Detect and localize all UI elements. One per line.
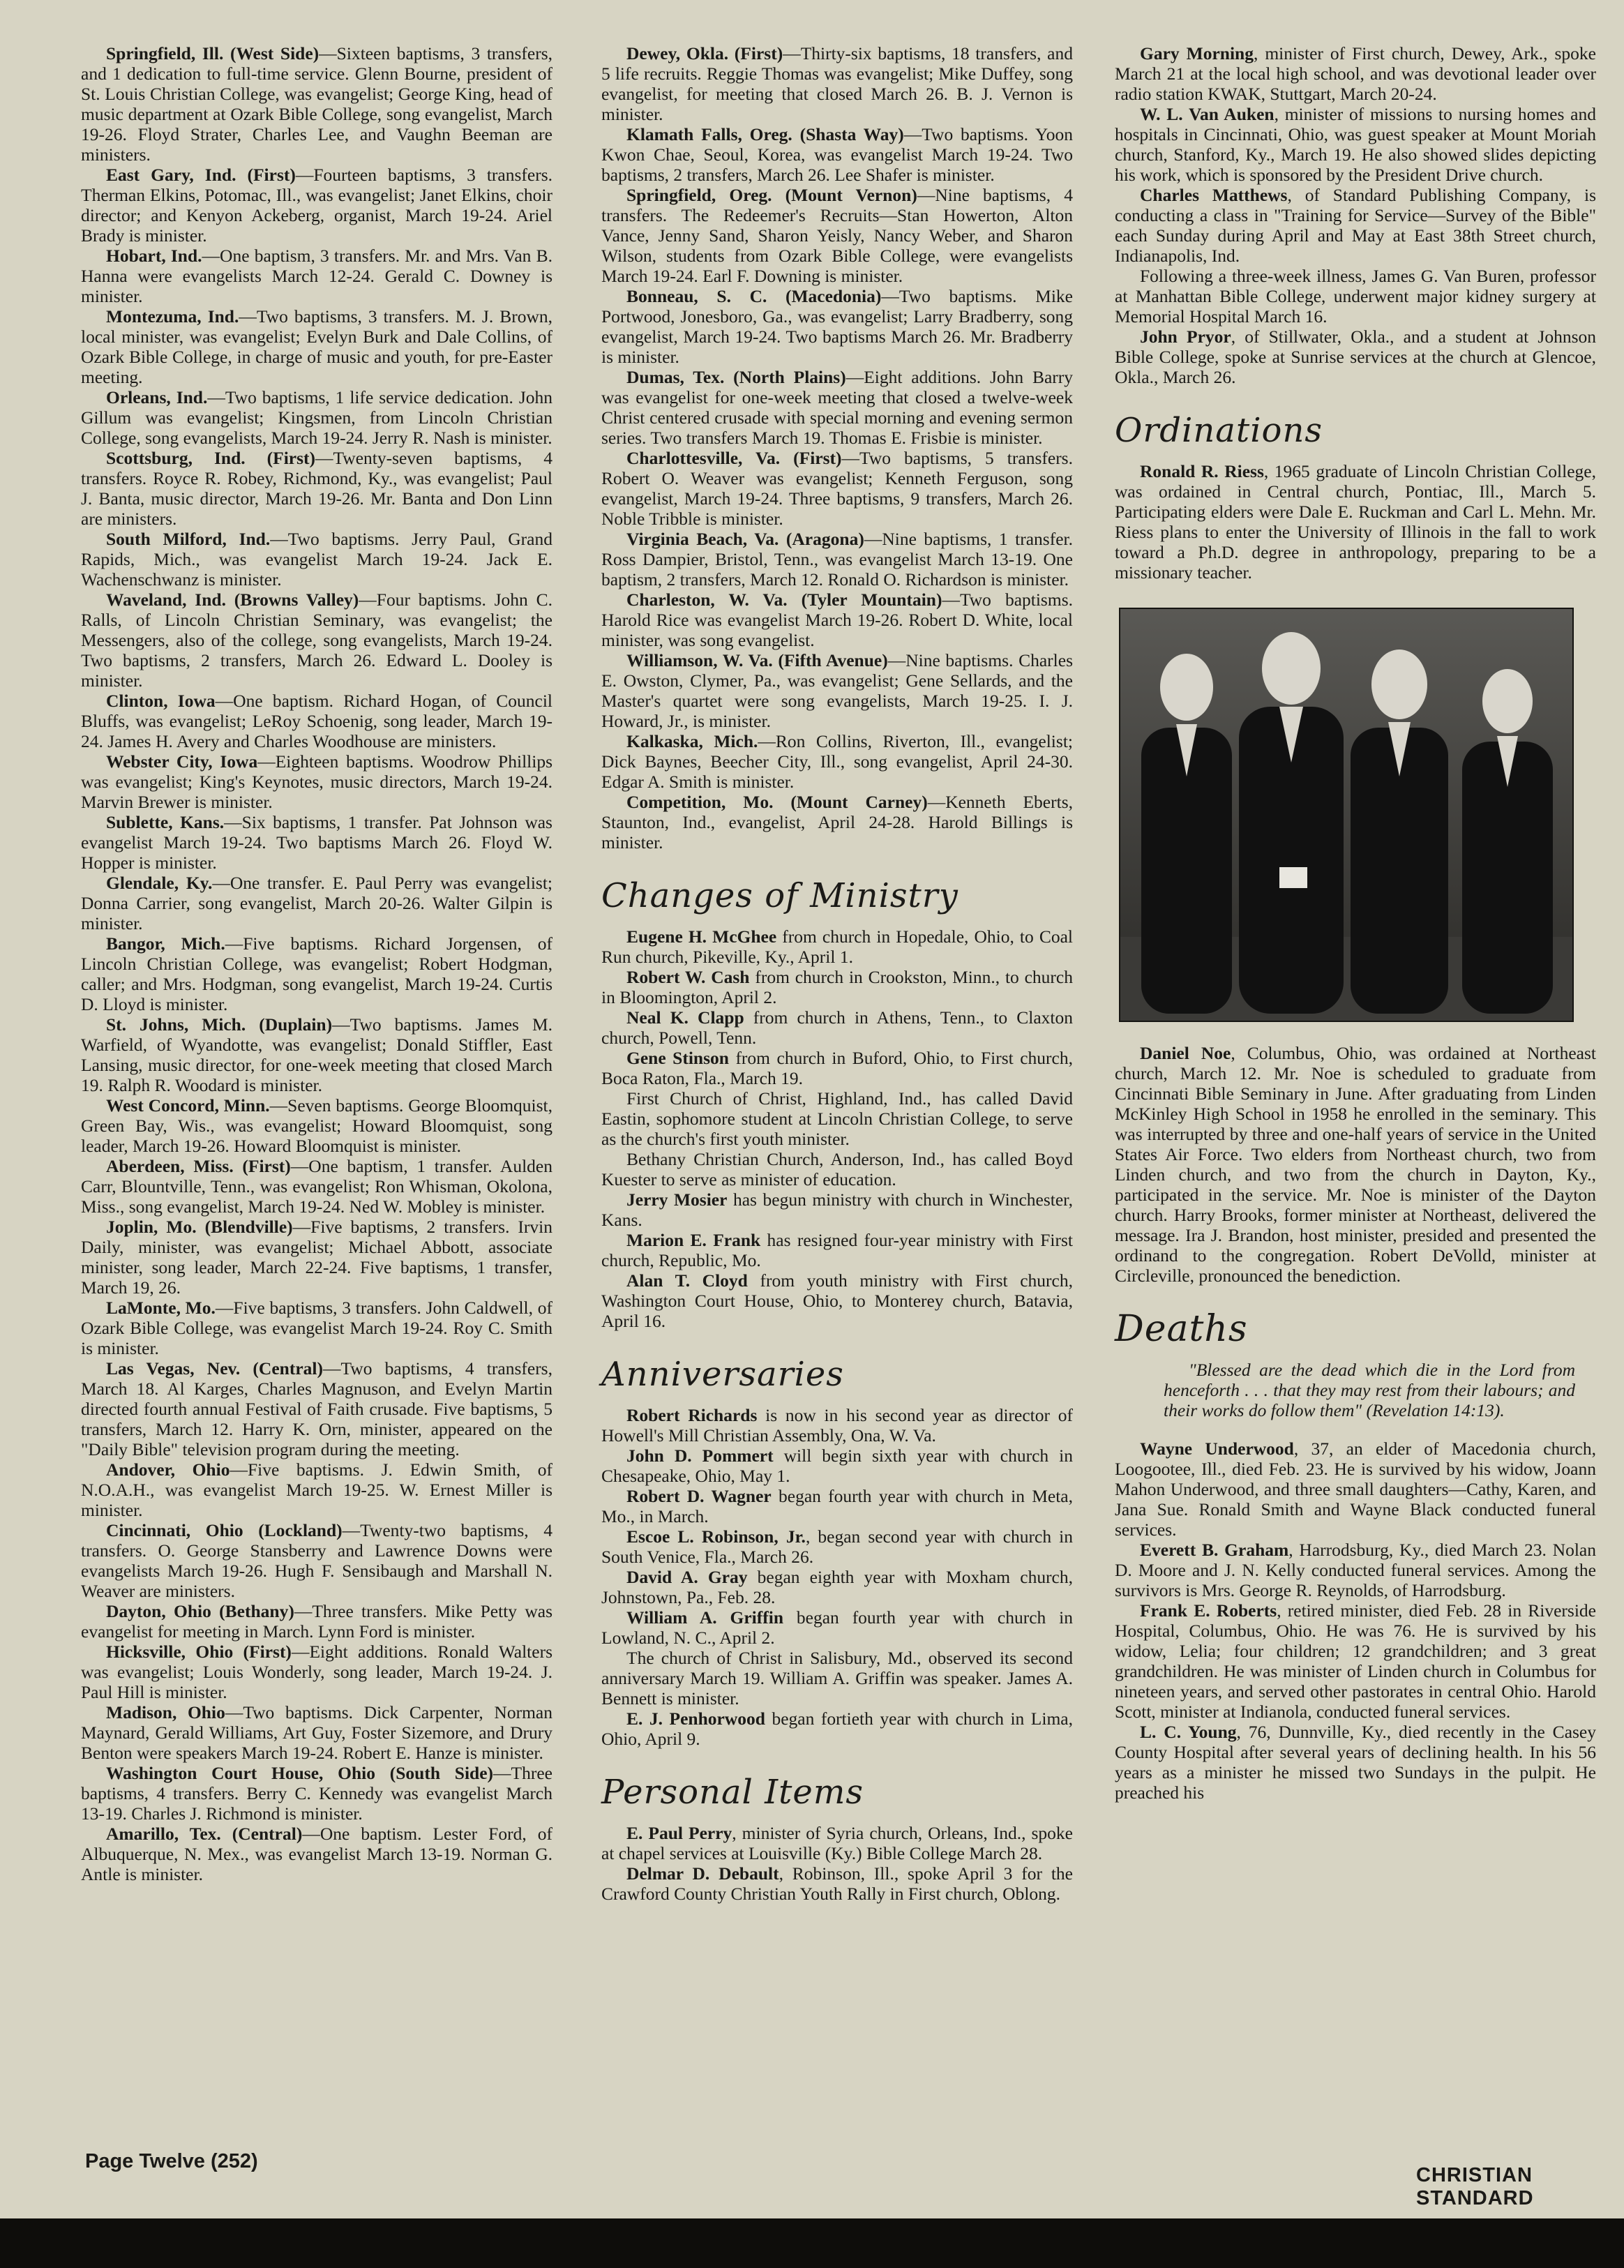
report-entry bbox=[81, 1459, 552, 1520]
personal-item-entry bbox=[1115, 266, 1596, 326]
report-entry-text: —Kenneth Eberts, Staunton, Ind., evangelist, April 24-28. Harold Billings is minister. bbox=[601, 792, 1074, 853]
report-entry-text: —Eighteen baptisms. Woodrow Phillips was evangelist; King's Keynotes, music directors, March 19-24. Marvin Brewer is minister. bbox=[81, 751, 552, 812]
report-entry bbox=[81, 589, 552, 691]
report-entry-lead: Las Vegas, Nev. (Central) bbox=[106, 1358, 323, 1379]
report-entry-text: —Five baptisms, 2 transfers. Irvin Daily, minister, was evangelist; Michael Abbott, associate minister, song leader, March 22-24. Five baptisms, 1 transfer, March 19, 26. bbox=[81, 1217, 552, 1298]
personal-item-entry-text: , minister of First church, Dewey, Ark., spoke March 21 at the local high school, and was devotional leader over radio station KWAK, Stuttgart, March 20-24. bbox=[1115, 43, 1596, 104]
personal-item-entry bbox=[1115, 43, 1596, 104]
anniversary-entry-text: began fourth year with church in Meta, Mo., in March. bbox=[601, 1486, 1073, 1526]
report-entry-text: —Two baptisms, 5 transfers. Robert O. Weaver was evangelist; Kenneth Ferguson, song evangelist, March 19-24. Three baptisms, 9 transfers, March 26. Noble Tribble is minister. bbox=[601, 448, 1073, 529]
report-entry bbox=[601, 124, 1073, 185]
report-entry-lead: Bangor, Mich. bbox=[106, 933, 225, 954]
ordination-entry-text: , 1965 graduate of Lincoln Christian College, was ordained in Central church, Pontiac, Ill., March 5. Participating elders were Dale E. Ruckman and Carl L. Mehn. Mr. Riess plans to enter the University of Illinois in the fall to work toward a Ph.D. degree in anthropology, preparing to be a missionary teacher. bbox=[1115, 461, 1596, 583]
publication-name: CHRISTIAN STANDARD bbox=[1416, 2164, 1534, 2209]
report-entry-lead: Charlottesville, Va. (First) bbox=[626, 448, 842, 468]
report-entry-lead: LaMonte, Mo. bbox=[106, 1298, 216, 1318]
anniversary-entry-lead: Robert D. Wagner bbox=[626, 1486, 772, 1506]
personal-item-entry-text: Following a three-week illness, James G. Van Buren, professor at Manhattan Bible College, underwent major kidney surgery at Memorial Hospital March 16. bbox=[1115, 266, 1596, 326]
personal-item-entry-text: , Robinson, Ill., spoke April 3 for the Crawford County Christian Youth Rally in First church, Oblong. bbox=[601, 1863, 1073, 1904]
report-entry bbox=[81, 1520, 552, 1601]
report-entry-text: —Five baptisms. Richard Jorgensen, of Lincoln Christian College, was evangelist; Robert Hodgman, caller; and Mrs. Hodgman, song evangelist, March 19-24. Curtis D. Lloyd is minister. bbox=[81, 933, 552, 1014]
ministry-change-entry-lead: Marion E. Frank bbox=[626, 1230, 761, 1250]
ministry-change-entry-lead: Jerry Mosier bbox=[626, 1189, 728, 1210]
section-heading-anniversaries: Anniversaries bbox=[601, 1355, 844, 1394]
column-left bbox=[81, 43, 552, 1884]
death-notice-entry-text: , retired minister, died Feb. 28 in Riverside Hospital, Columbus, Ohio. He was 76. He is survived by his widow, Lelia; four children; 12 grandchildren; and 3 great grandchildren. He was minister of Linden church in Columbus for nineteen years, and served other pastorates in central Ohio. Harold Scott, minister at Indianola, conducted funeral services. bbox=[1115, 1600, 1596, 1722]
report-entry-text: —Two baptisms. Yoon Kwon Chae, Seoul, Korea, was evangelist March 19-24. Two baptisms, 2 transfers, March 26. Lee Shafer is minister. bbox=[601, 124, 1073, 185]
report-entry-text: —Twenty-two baptisms, 4 transfers. O. George Stansberry and Lawrence Downs were evangelists March 19-26. Hugh F. Sensibaugh and Marshall N. Weaver are ministers. bbox=[81, 1520, 552, 1601]
column-right bbox=[1115, 43, 1596, 1803]
report-entry-lead: Williamson, W. Va. (Fifth Avenue) bbox=[626, 650, 888, 670]
report-entry-text: —Fourteen baptisms, 3 transfers. Therman Elkins, Potomac, Ill., was evangelist; Janet Elkins, choir director; and Kenyon Ackeberg, organist, March 19-24. Ariel Brady is minister. bbox=[81, 165, 552, 246]
personal-items-list bbox=[601, 1823, 1073, 1904]
report-entry bbox=[81, 306, 552, 387]
ministry-change-entry bbox=[601, 1189, 1073, 1230]
report-entry-lead: Sublette, Kans. bbox=[106, 812, 225, 832]
report-entry bbox=[81, 751, 552, 812]
personal-items-continued-list bbox=[1115, 43, 1596, 387]
report-entry bbox=[601, 529, 1073, 589]
report-entry-lead: Springfield, Oreg. (Mount Vernon) bbox=[626, 185, 917, 205]
report-entry-text: —Two baptisms, 4 transfers, March 18. Al Karges, Charles Magnuson, and Evelyn Martin directed fourth annual Festival of Faith crusade. Five baptisms, 5 transfers, March 12. Harry K. Orn, minister, appeared on the "Daily Bible" television program during the meeting. bbox=[81, 1358, 552, 1459]
page-number-label: Page Twelve (252) bbox=[85, 2150, 258, 2172]
anniversary-entry-lead: David A. Gray bbox=[626, 1567, 748, 1587]
report-entry-text: —Two baptisms. Dick Carpenter, Norman Maynard, Gerald Williams, Art Guy, Foster Sizemore, and Drury Benton were speakers March 19-24. Robert E. Hanze is minister. bbox=[81, 1702, 552, 1763]
ministry-change-entry bbox=[601, 1270, 1073, 1331]
report-entry bbox=[81, 873, 552, 933]
report-entry-text: —Eight additions. John Barry was evangelist for one-week meeting that closed a twelve-week Christ centered crusade with special morning and evening sermon series. Two transfers March 19. Thomas E. Frisbie is minister. bbox=[601, 367, 1073, 448]
report-entry-lead: Joplin, Mo. (Blendville) bbox=[106, 1217, 293, 1237]
report-entry-text: —Four baptisms. John C. Ralls, of Lincoln Christian Seminary, was evangelist; the Messengers, also of the college, song evangelists, March 19-24. Two baptisms, 2 transfers, March 26. Edward L. Dooley is minister. bbox=[81, 589, 552, 691]
report-entry-text: —Ron Collins, Riverton, Ill., evangelist; Dick Baynes, Beecher City, Ill., song evangelist, April 24-30. Edgar A. Smith is minister. bbox=[601, 731, 1073, 792]
report-entry-lead: Hicksville, Ohio (First) bbox=[106, 1642, 292, 1662]
ministry-change-entry-lead: Eugene H. McGhee bbox=[626, 926, 777, 947]
anniversary-entry-text: will begin sixth year with church in Chesapeake, Ohio, May 1. bbox=[601, 1445, 1073, 1486]
report-entry-text: —Six baptisms, 1 transfer. Pat Johnson was evangelist March 19-24. Two baptisms March 26. Floyd W. Hopper is minister. bbox=[81, 812, 552, 873]
ministry-change-entry-text: has begun ministry with church in Winchester, Kans. bbox=[601, 1189, 1073, 1230]
personal-item-entry-lead: Gary Morning bbox=[1140, 43, 1254, 63]
ministry-change-entry-text: First Church of Christ, Highland, Ind., has called David Eastin, sophomore student at Lincoln Christian College, to serve as the church's first youth minister. bbox=[601, 1088, 1073, 1149]
report-entry bbox=[81, 933, 552, 1014]
ministry-change-entry bbox=[601, 926, 1073, 967]
report-entry bbox=[81, 448, 552, 529]
ministry-change-entry-lead: Neal K. Clapp bbox=[626, 1007, 744, 1028]
report-entry-text: —Thirty-six baptisms, 18 transfers, and 5 life recruits. Reggie Thomas was evangelist; Mike Duffey, song evangelist, for meeting that closed March 26. B. J. Vernon is minister. bbox=[601, 43, 1073, 124]
report-entry-text: —Three transfers. Mike Petty was evangelist for meeting in March. Lynn Ford is minister. bbox=[81, 1601, 552, 1642]
anniversary-entry-text: began fourth year with church in Lowland, N. C., April 2. bbox=[601, 1607, 1073, 1648]
report-entry bbox=[601, 731, 1073, 792]
report-entry-lead: Dayton, Ohio (Bethany) bbox=[106, 1601, 294, 1621]
report-entry bbox=[81, 387, 552, 448]
report-entry bbox=[601, 589, 1073, 650]
report-entry-text: —Nine baptisms. Charles E. Owston, Clymer, Pa., was evangelist; Gene Sellards, and the Master's quartet were song evangelists, March 19-25. I. J. Howard, Jr., is minister. bbox=[601, 650, 1073, 731]
anniversary-entry bbox=[601, 1405, 1073, 1445]
report-entry bbox=[81, 165, 552, 246]
report-entry-text: —Two baptisms. Harold Rice was evangelist March 19-26. Robert D. White, local minister, was song evangelist. bbox=[601, 589, 1073, 650]
ministry-change-entry bbox=[601, 1230, 1073, 1270]
personal-item-entry bbox=[1115, 326, 1596, 387]
personal-item-entry bbox=[601, 1823, 1073, 1863]
ministry-change-entry bbox=[601, 1088, 1073, 1149]
report-entry-lead: Andover, Ohio bbox=[106, 1459, 230, 1480]
report-entry bbox=[81, 1095, 552, 1156]
death-notice-entry-lead: Wayne Underwood bbox=[1140, 1439, 1294, 1459]
ministry-change-entry-text: Bethany Christian Church, Anderson, Ind., has called Boyd Kuester to serve as minister of education. bbox=[601, 1149, 1073, 1189]
report-entry bbox=[601, 367, 1073, 448]
anniversary-entry bbox=[601, 1486, 1073, 1526]
report-entry bbox=[601, 185, 1073, 286]
group-photo-illustration bbox=[1120, 609, 1572, 1021]
personal-item-entry-text: , minister of Syria church, Orleans, Ind., spoke at chapel services at Louisville (Ky.) Bible College March 28. bbox=[601, 1823, 1073, 1863]
report-entry-lead: Competition, Mo. (Mount Carney) bbox=[626, 792, 928, 812]
ministry-change-entry-lead: Gene Stinson bbox=[626, 1048, 729, 1068]
section-heading-ordinations: Ordinations bbox=[1115, 411, 1323, 450]
report-entry bbox=[81, 1014, 552, 1095]
report-entry-lead: Washington Court House, Ohio (South Side) bbox=[106, 1763, 494, 1783]
report-entry-text: —Five baptisms. J. Edwin Smith, of N.O.A.H., was evangelist March 19-25. W. Ernest Miller is minister. bbox=[81, 1459, 552, 1520]
anniversary-entry bbox=[601, 1445, 1073, 1486]
anniversary-entry-text: began fortieth year with church in Lima, Ohio, April 9. bbox=[601, 1708, 1073, 1749]
report-entry-lead: Dewey, Okla. (First) bbox=[626, 43, 783, 63]
personal-item-entry-lead: E. Paul Perry bbox=[626, 1823, 732, 1843]
report-entry bbox=[81, 812, 552, 873]
ordination-entry bbox=[1115, 1043, 1596, 1286]
report-entry-text: —Nine baptisms, 4 transfers. The Redeemer's Recruits—Stan Howerton, Alton Vance, Jenny Sand, Sharon Yeisly, Nancy Weber, and Sharon Wilson, students from Ozark Bible College, were evangelists March 19-24. Earl F. Downing is minister. bbox=[601, 185, 1074, 286]
ministry-change-entry bbox=[601, 1048, 1073, 1088]
report-entry-text: —One transfer. E. Paul Perry was evangelist; Donna Carrier, song evangelist, March 20-26. Walter Gilpin is minister. bbox=[81, 873, 552, 933]
anniversary-entry bbox=[601, 1648, 1073, 1708]
personal-item-entry-lead: Delmar D. Debault bbox=[626, 1863, 779, 1884]
report-entry-lead: Springfield, Ill. (West Side) bbox=[106, 43, 319, 63]
column-middle bbox=[601, 43, 1073, 1904]
ordinations-list bbox=[1115, 461, 1596, 583]
ministry-change-entry-text: from youth ministry with First church, Washington Court House, Ohio, to Monterey church, Batavia, April 16. bbox=[601, 1270, 1073, 1331]
report-entry bbox=[81, 1358, 552, 1459]
death-notice-entry-text: , Harrodsburg, Ky., died March 23. Nolan D. Moore and J. N. Kelly conducted funeral services. Among the survivors is Mrs. George R. Reynolds, of Harrodsburg. bbox=[1115, 1540, 1596, 1600]
anniversary-entry-lead: John D. Pommert bbox=[626, 1445, 774, 1466]
report-entry-lead: Orleans, Ind. bbox=[106, 387, 208, 407]
report-entry-lead: Dumas, Tex. (North Plains) bbox=[626, 367, 846, 387]
death-notice-entry bbox=[1115, 1600, 1596, 1722]
ministry-change-entry bbox=[601, 1007, 1073, 1048]
report-entry-text-continued: Glenn Bourne, president of St. Louis Christian College, was evangelist; George King, head of music department at Ozark Bible College, song evangelist, March 19-26. Floyd Strater, Charles Lee, and Vaughn Beeman are ministers. bbox=[81, 63, 552, 165]
section-heading-deaths: Deaths bbox=[1115, 1308, 1248, 1350]
personal-item-entry-text: , of Stillwater, Okla., and a student at Johnson Bible College, spoke at Sunrise services at the church at Glencoe, Okla., March 26. bbox=[1115, 326, 1596, 387]
report-entry bbox=[81, 529, 552, 589]
revival-reports-list bbox=[81, 43, 552, 1884]
deaths-list bbox=[1115, 1439, 1596, 1803]
anniversary-entry-lead: E. J. Penhorwood bbox=[626, 1708, 765, 1729]
changes-of-ministry-list bbox=[601, 926, 1073, 1331]
ordination-group-photo bbox=[1119, 608, 1574, 1022]
report-entry-lead: Clinton, Iowa bbox=[106, 691, 216, 711]
anniversary-entry bbox=[601, 1708, 1073, 1749]
section-heading-changes: Changes of Ministry bbox=[601, 876, 958, 915]
anniversary-entry-lead: Escoe L. Robinson, Jr. bbox=[626, 1526, 806, 1547]
death-notice-entry-text: , 76, Dunnville, Ky., died recently in the Casey County Hospital after several years of declining health. In his 56 years as a minister he missed two Sundays in the pulpit. He preached his bbox=[1115, 1722, 1596, 1803]
ordination-entry bbox=[1115, 461, 1596, 583]
report-entry bbox=[81, 1156, 552, 1217]
death-notice-entry bbox=[1115, 1722, 1596, 1803]
report-entry-lead: Madison, Ohio bbox=[106, 1702, 225, 1722]
report-entry-text: —Five baptisms, 3 transfers. John Caldwell, of Ozark Bible College, was evangelist March 19-24. Roy C. Smith is minister. bbox=[81, 1298, 553, 1358]
report-entry-text: —Two baptisms. Mike Portwood, Jonesboro, Ga., was evangelist; Larry Bradberry, song evangelist, March 19-24. Two baptisms March 26. Mr. Bradberry is minister. bbox=[601, 286, 1073, 367]
report-entry-lead: Waveland, Ind. (Browns Valley) bbox=[106, 589, 359, 610]
report-entry-lead: Bonneau, S. C. (Macedonia) bbox=[626, 286, 882, 306]
report-entry-text: —One baptism, 3 transfers. Mr. and Mrs. Van B. Hanna were evangelists March 12-24. Gerald C. Downey is minister. bbox=[81, 246, 552, 306]
report-entry bbox=[601, 792, 1073, 853]
report-entry-text: —Seven baptisms. George Bloomquist, Green Bay, Wis., was evangelist; Howard Bloomquist, song leader, March 19-26. Howard Bloomquist is minister. bbox=[81, 1095, 552, 1156]
personal-item-entry-lead: John Pryor bbox=[1140, 326, 1231, 347]
ministry-change-entry-text: from church in Hopedale, Ohio, to Coal Run church, Pikeville, Ky., April 1. bbox=[601, 926, 1074, 967]
report-entry-lead: Hobart, Ind. bbox=[106, 246, 202, 266]
report-entry-text: —Two baptisms. Jerry Paul, Grand Rapids, Mich., was evangelist March 19-24. Jack E. Wachenschwanz is minister. bbox=[81, 529, 552, 589]
report-entry-text: —Sixteen baptisms, 3 transfers, and 1 dedication to full-time service. bbox=[81, 43, 553, 84]
personal-item-entry-lead: W. L. Van Auken bbox=[1140, 104, 1275, 124]
report-entry-lead: Aberdeen, Miss. (First) bbox=[106, 1156, 291, 1176]
report-entry-lead: Klamath Falls, Oreg. (Shasta Way) bbox=[626, 124, 904, 144]
personal-item-entry bbox=[601, 1863, 1073, 1904]
ordination-entry-lead: Ronald R. Riess bbox=[1140, 461, 1264, 481]
ordinations-continued-list bbox=[1115, 1043, 1596, 1286]
ministry-change-entry bbox=[601, 1149, 1073, 1189]
personal-item-entry bbox=[1115, 104, 1596, 185]
ministry-change-entry-text: has resigned four-year ministry with First church, Republic, Mo. bbox=[601, 1230, 1073, 1270]
report-entry bbox=[81, 246, 552, 306]
personal-item-entry-text: , minister of missions to nursing homes and hospitals in Cincinnati, Ohio, was guest speaker at Mount Moriah church, Stanford, Ky., March 19. He also showed slides depicting his work, which is sponsored by the President Drive church. bbox=[1115, 104, 1596, 185]
report-entry bbox=[81, 1824, 552, 1884]
ministry-change-entry-text: from church in Crookston, Minn., to church in Bloomington, April 2. bbox=[601, 967, 1073, 1007]
anniversary-entry bbox=[601, 1607, 1073, 1648]
anniversary-entry-text: is now in his second year as director of Howell's Mill Christian Assembly, Ona, W. Va. bbox=[601, 1405, 1073, 1445]
personal-item-entry bbox=[1115, 185, 1596, 266]
ministry-change-entry-lead: Alan T. Cloyd bbox=[626, 1270, 748, 1291]
report-entry bbox=[81, 691, 552, 751]
report-entry-text: —Two baptisms, 3 transfers. M. J. Brown, local minister, was evangelist; Evelyn Burk and Dale Collins, of Ozark Bible College, in charge of music and youth, for pre-Easter meeting. bbox=[81, 306, 553, 387]
death-notice-entry-lead: Frank E. Roberts bbox=[1140, 1600, 1277, 1621]
death-notice-entry-lead: L. C. Young bbox=[1140, 1722, 1237, 1742]
report-entry-text: —Three baptisms, 4 transfers. Berry C. Kennedy was evangelist March 13-19. Charles J. Richmond is minister. bbox=[81, 1763, 552, 1824]
report-entry-lead: Amarillo, Tex. (Central) bbox=[106, 1824, 303, 1844]
report-entry bbox=[81, 1642, 552, 1702]
deaths-scripture-quote: "Blessed are the dead which die in the Lord from henceforth . . . that they may rest from their labours; and their works do follow them" (Revelation 14:13). bbox=[1164, 1360, 1575, 1420]
anniversary-entry-text: The church of Christ in Salisbury, Md., observed its second anniversary March 19. William A. Griffin was speaker. James A. Bennett is minister. bbox=[601, 1648, 1073, 1708]
death-notice-entry-text: , 37, an elder of Macedonia church, Loogootee, Ill., died Feb. 23. He is survived by his widow, Joann Mahon Underwood, and three small daughters—Cathy, Karen, and Jana Sue. Ronald Smith and Wayne Black conducted funeral services. bbox=[1115, 1439, 1596, 1540]
report-entry-lead: Glendale, Ky. bbox=[106, 873, 213, 893]
anniversary-entry-lead: William A. Griffin bbox=[626, 1607, 784, 1628]
report-entry-lead: West Concord, Minn. bbox=[106, 1095, 270, 1116]
anniversary-entry-text: began eighth year with Moxham church, Johnstown, Pa., Feb. 28. bbox=[601, 1567, 1073, 1607]
anniversary-entry-lead: Robert Richards bbox=[626, 1405, 758, 1425]
report-entry-lead: St. Johns, Mich. (Duplain) bbox=[106, 1014, 333, 1035]
report-entry-lead: Kalkaska, Mich. bbox=[626, 731, 758, 751]
personal-item-entry-lead: Charles Matthews bbox=[1140, 185, 1288, 205]
ordination-entry-lead: Daniel Noe bbox=[1140, 1043, 1231, 1063]
report-entry-lead: Virginia Beach, Va. (Aragona) bbox=[626, 529, 864, 549]
report-entry bbox=[81, 1217, 552, 1298]
report-entry-lead: South Milford, Ind. bbox=[106, 529, 271, 549]
death-notice-entry bbox=[1115, 1439, 1596, 1540]
report-entry-lead: East Gary, Ind. (First) bbox=[106, 165, 296, 185]
ordination-entry-text: , Columbus, Ohio, was ordained at Northeast church, March 12. Mr. Noe is scheduled to graduate from Cincinnati Bible Seminary in June. After graduating from Linden McKinley High School in 1958 he enrolled in the seminary. This was interrupted by three and one-half years of service in the United States Air Force. Two elders from Northeast church, two from Linden church, and two from the church in Dayton, Ky., participated in the service. Mr. Noe is minister of the Dayton church. Harry Brooks, former minister at Northeast, delivered the message. Ira J. Brandon, host minister, presided and presented the ordinand to the congregation. Robert DeVolld, minister at Circleville, pronounced the benediction. bbox=[1115, 1043, 1596, 1286]
report-entry bbox=[81, 1298, 552, 1358]
report-entry bbox=[601, 650, 1073, 731]
section-heading-personal-items: Personal Items bbox=[601, 1773, 864, 1812]
ministry-change-entry-lead: Robert W. Cash bbox=[626, 967, 750, 987]
anniversary-entry bbox=[601, 1567, 1073, 1607]
report-entry-text: —Two baptisms, 1 life service dedication. John Gillum was evangelist; Kingsmen, from Lincoln Christian College, song evangelists, March 19-24. Jerry R. Nash is minister. bbox=[81, 387, 552, 448]
report-entry bbox=[81, 1702, 552, 1763]
report-entry bbox=[81, 1763, 552, 1824]
anniversary-entry-text: , began second year with church in South Venice, Fla., March 26. bbox=[601, 1526, 1073, 1567]
report-entry-lead: Montezuma, Ind. bbox=[106, 306, 239, 326]
report-entry-text: —Two baptisms. James M. Warfield, of Wyandotte, was evangelist; Donald Stiffler, East Lansing, music director, for one-week meeting that closed March 19. Ralph R. Woodard is minister. bbox=[81, 1014, 553, 1095]
death-notice-entry-lead: Everett B. Graham bbox=[1140, 1540, 1289, 1560]
report-entry-text: —One baptism. Richard Hogan, of Council Bluffs, was evangelist; LeRoy Schoenig, song leader, March 19-24. James H. Avery and Charles Woodhouse are ministers. bbox=[81, 691, 553, 751]
ministry-change-entry bbox=[601, 967, 1073, 1007]
anniversary-entry bbox=[601, 1526, 1073, 1567]
report-entry-lead: Webster City, Iowa bbox=[106, 751, 258, 772]
report-entry-text: —One baptism. Lester Ford, of Albuquerque, N. Mex., was evangelist March 13-19. Norman G. Antle is minister. bbox=[81, 1824, 552, 1884]
report-entry-text: —Twenty-seven baptisms, 4 transfers. Royce R. Robey, Richmond, Ky., was evangelist; Paul J. Banta, music director, March 19-26. Mr. Banta and Don Linn are ministers. bbox=[81, 448, 552, 529]
report-entry bbox=[601, 286, 1073, 367]
report-entry bbox=[601, 43, 1073, 124]
report-entry-lead: Cincinnati, Ohio (Lockland) bbox=[106, 1520, 343, 1540]
report-entry bbox=[81, 1601, 552, 1642]
death-notice-entry bbox=[1115, 1540, 1596, 1600]
anniversaries-list bbox=[601, 1405, 1073, 1749]
report-entry bbox=[81, 43, 552, 165]
report-entry-text: —Nine baptisms, 1 transfer. Ross Dampier, Bristol, Tenn., was evangelist March 13-19. One baptism, 2 transfers, March 12. Ronald O. Richardson is minister. bbox=[601, 529, 1074, 589]
report-entry bbox=[601, 448, 1073, 529]
ministry-change-entry-text: from church in Athens, Tenn., to Claxton church, Powell, Tenn. bbox=[601, 1007, 1073, 1048]
report-entry-text: —One baptism, 1 transfer. Aulden Carr, Blountville, Tenn., was evangelist; Ron Whisman, Okolona, Miss., song evangelist, March 19-24. Ned W. Mobley is minister. bbox=[81, 1156, 552, 1217]
ministry-change-entry-text: from church in Buford, Ohio, to First church, Boca Raton, Fla., March 19. bbox=[601, 1048, 1073, 1088]
personal-item-entry-text: , of Standard Publishing Company, is conducting a class in "Training for Service—Survey of the Bible" each Sunday during April and May at East 38th Street church, Indianapolis, Ind. bbox=[1115, 185, 1596, 266]
report-entry-lead: Charleston, W. Va. (Tyler Mountain) bbox=[626, 589, 942, 610]
report-entry-text: —Eight additions. Ronald Walters was evangelist; Louis Wonderly, song leader, March 19-24. J. Paul Hill is minister. bbox=[81, 1642, 552, 1702]
revival-reports-list-continued bbox=[601, 43, 1073, 853]
report-entry-lead: Scottsburg, Ind. (First) bbox=[106, 448, 316, 468]
